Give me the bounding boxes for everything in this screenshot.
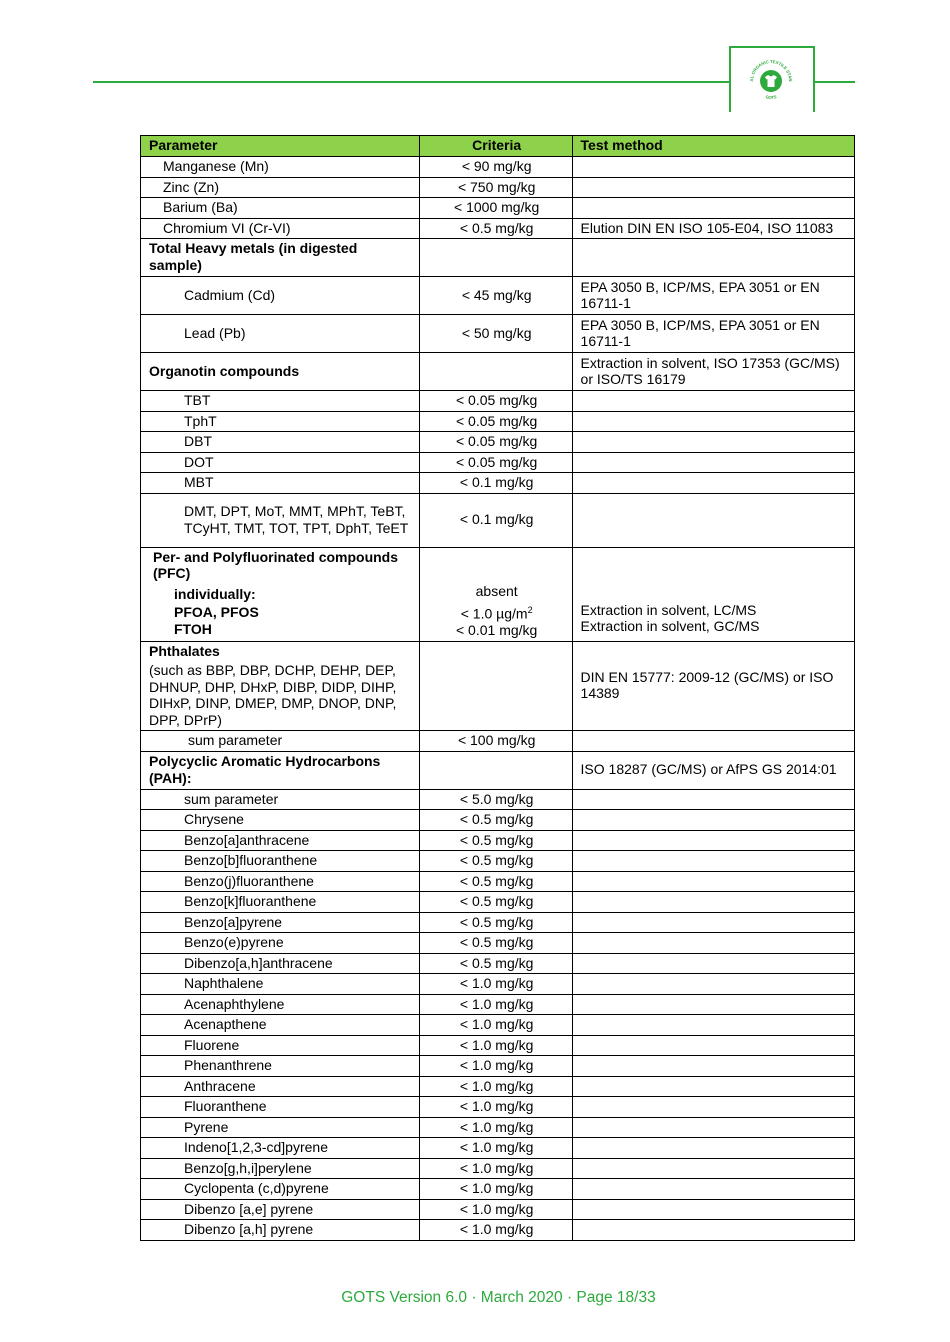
parameter-cell: sum parameter	[141, 789, 420, 810]
parameter-cell: Anthracene	[141, 1076, 420, 1097]
parameter-cell: TphT	[141, 411, 420, 432]
method-cell	[572, 1138, 854, 1159]
criteria-cell: < 0.5 mg/kg	[419, 912, 572, 933]
pfc-method-ftoh: Extraction in solvent, GC/MS	[580, 618, 760, 634]
parameter-cell: MBT	[141, 473, 420, 494]
section-row-pfc	[141, 547, 855, 641]
table-row	[141, 157, 855, 178]
table-row	[141, 218, 855, 239]
method-cell	[572, 1179, 854, 1200]
method-cell	[572, 892, 854, 913]
criteria-cell: < 1.0 mg/kg	[419, 1076, 572, 1097]
method-cell: ISO 18287 (GC/MS) or AfPS GS 2014:01	[572, 751, 854, 789]
method-cell	[572, 912, 854, 933]
method-cell	[572, 1220, 854, 1241]
table-row	[141, 851, 855, 872]
pah-rows	[141, 789, 855, 1240]
parameter-cell: Acenapthene	[141, 1015, 420, 1036]
section-label: Phthalates	[149, 642, 220, 659]
section-row-organotin	[141, 353, 855, 391]
pfc-criteria-cell	[419, 547, 572, 641]
parameter-cell: Dibenzo[a,h]anthracene	[141, 953, 420, 974]
section-row-heavy-metals	[141, 239, 855, 277]
table-row	[141, 1056, 855, 1077]
parameter-cell: Benzo[b]fluoranthene	[141, 851, 420, 872]
table-row	[141, 177, 855, 198]
criteria-cell: < 90 mg/kg	[419, 157, 572, 178]
criteria-cell: < 0.5 mg/kg	[419, 851, 572, 872]
table-row	[141, 912, 855, 933]
table-header-row	[141, 136, 855, 157]
header-parameter: Parameter	[141, 136, 420, 157]
phthalates-parameter-cell	[141, 641, 420, 731]
parameter-cell: Cyclopenta (c,d)pyrene	[141, 1179, 420, 1200]
logo-sub-text: GOTS	[764, 94, 778, 101]
method-cell	[572, 1015, 854, 1036]
method-cell: DIN EN 15777: 2009-12 (GC/MS) or ISO 14389	[572, 641, 854, 731]
parameter-cell: Dibenzo [a,h] pyrene	[141, 1220, 420, 1241]
criteria-cell: < 1.0 mg/kg	[419, 1138, 572, 1159]
table-row	[141, 1138, 855, 1159]
criteria-cell: < 1.0 mg/kg	[419, 1015, 572, 1036]
header-rule	[93, 81, 730, 83]
criteria-cell: < 0.5 mg/kg	[419, 218, 572, 239]
parameter-cell: Pyrene	[141, 1117, 420, 1138]
pfc-criteria-pfoa: < 1.0 µg/m	[460, 605, 528, 622]
method-cell	[572, 239, 854, 277]
table-row	[141, 493, 855, 547]
pfc-pfoa-label: PFOA, PFOS	[174, 604, 259, 620]
parameter-cell: Benzo[a]anthracene	[141, 830, 420, 851]
method-cell	[572, 198, 854, 219]
criteria-cell: < 0.5 mg/kg	[419, 810, 572, 831]
table-row	[141, 1076, 855, 1097]
criteria-cell: < 0.05 mg/kg	[419, 432, 572, 453]
criteria-cell: < 1.0 mg/kg	[419, 1220, 572, 1241]
table-row	[141, 277, 855, 315]
parameter-cell: Zinc (Zn)	[141, 177, 420, 198]
criteria-cell: < 0.05 mg/kg	[419, 391, 572, 412]
method-cell	[572, 1158, 854, 1179]
method-cell	[572, 994, 854, 1015]
criteria-cell: < 100 mg/kg	[419, 731, 572, 752]
parameter-cell: Naphthalene	[141, 974, 420, 995]
method-cell	[572, 157, 854, 178]
method-cell	[572, 1076, 854, 1097]
table-row	[141, 1117, 855, 1138]
criteria-cell: < 0.1 mg/kg	[419, 473, 572, 494]
method-cell	[572, 177, 854, 198]
criteria-cell: < 1.0 mg/kg	[419, 1056, 572, 1077]
criteria-cell: < 1.0 mg/kg	[419, 1117, 572, 1138]
section-row-phthalates	[141, 641, 855, 731]
parameter-cell: Dibenzo [a,e] pyrene	[141, 1199, 420, 1220]
method-cell	[572, 933, 854, 954]
criteria-cell: < 1.0 mg/kg	[419, 994, 572, 1015]
table-row	[141, 1199, 855, 1220]
table-row	[141, 994, 855, 1015]
method-cell	[572, 1056, 854, 1077]
parameter-cell: DBT	[141, 432, 420, 453]
method-cell	[572, 871, 854, 892]
pfc-criteria-ftoh: < 0.01 mg/kg	[455, 622, 538, 638]
parameter-cell: Indeno[1,2,3-cd]pyrene	[141, 1138, 420, 1159]
page-footer: GOTS Version 6.0 · March 2020 · Page 18/33	[341, 1289, 656, 1306]
criteria-cell: < 1.0 mg/kg	[419, 1035, 572, 1056]
method-cell	[572, 432, 854, 453]
logo-ring-text: AL ORGANIC TEXTILE STAN	[748, 58, 794, 82]
method-cell	[572, 830, 854, 851]
parameter-cell: Barium (Ba)	[141, 198, 420, 219]
parameter-cell: Acenaphthylene	[141, 994, 420, 1015]
parameter-cell: Fluoranthene	[141, 1097, 420, 1118]
criteria-cell: < 1000 mg/kg	[419, 198, 572, 219]
parameter-cell: Benzo[k]fluoranthene	[141, 892, 420, 913]
table-row	[141, 452, 855, 473]
criteria-cell: < 5.0 mg/kg	[419, 789, 572, 810]
method-cell	[572, 1199, 854, 1220]
criteria-cell: < 750 mg/kg	[419, 177, 572, 198]
table-row	[141, 1015, 855, 1036]
table-row	[141, 830, 855, 851]
criteria-cell	[419, 239, 572, 277]
parameter-cell: Chrysene	[141, 810, 420, 831]
table-row	[141, 1179, 855, 1200]
criteria-cell: < 1.0 mg/kg	[419, 1199, 572, 1220]
pfc-method-cell	[572, 547, 854, 641]
parameter-cell: Benzo[g,h,i]perylene	[141, 1158, 420, 1179]
header-test-method: Test method	[572, 136, 854, 157]
parameter-cell: Fluorene	[141, 1035, 420, 1056]
criteria-cell: < 1.0 mg/kg	[419, 974, 572, 995]
criteria-cell	[419, 751, 572, 789]
parameter-cell: Benzo[a]pyrene	[141, 912, 420, 933]
section-label: Total Heavy metals (in digested sample)	[141, 239, 420, 277]
header-rule-right	[811, 81, 855, 83]
method-cell	[572, 810, 854, 831]
criteria-cell: < 1.0 mg/kg	[419, 1097, 572, 1118]
criteria-cell: < 0.5 mg/kg	[419, 830, 572, 851]
section-label: Per- and Polyfluorinated compounds (PFC)	[153, 548, 399, 581]
method-cell	[572, 851, 854, 872]
table-row	[141, 391, 855, 412]
criteria-cell: < 50 mg/kg	[419, 315, 572, 353]
table-row	[141, 473, 855, 494]
criteria-table	[140, 135, 855, 1241]
method-cell: Elution DIN EN ISO 105-E04, ISO 11083	[572, 218, 854, 239]
table-row	[141, 198, 855, 219]
method-cell	[572, 452, 854, 473]
pfc-criteria-individually: absent	[475, 583, 518, 600]
method-cell	[572, 1097, 854, 1118]
method-cell: EPA 3050 B, ICP/MS, EPA 3051 or EN 16711-1	[572, 315, 854, 353]
section-row-pah	[141, 751, 855, 789]
table-row	[141, 1035, 855, 1056]
criteria-cell: < 0.05 mg/kg	[419, 452, 572, 473]
section-label: Organotin compounds	[141, 353, 420, 391]
table-row	[141, 411, 855, 432]
parameter-cell: sum parameter	[141, 731, 420, 752]
method-cell	[572, 411, 854, 432]
criteria-cell: < 1.0 mg/kg	[419, 1179, 572, 1200]
method-cell	[572, 493, 854, 547]
method-cell: Extraction in solvent, ISO 17353 (GC/MS) or ISO/TS 16179	[572, 353, 854, 391]
method-cell	[572, 1035, 854, 1056]
section-label: Polycyclic Aromatic Hydrocarbons (PAH):	[141, 751, 420, 789]
gots-logo	[729, 46, 815, 112]
method-cell	[572, 953, 854, 974]
criteria-cell: < 0.5 mg/kg	[419, 953, 572, 974]
method-cell	[572, 731, 854, 752]
table-row	[141, 315, 855, 353]
criteria-cell: < 0.1 mg/kg	[419, 493, 572, 547]
method-cell: EPA 3050 B, ICP/MS, EPA 3051 or EN 16711-1	[572, 277, 854, 315]
gots-logo-icon	[745, 55, 797, 107]
parameter-cell: Benzo(j)fluoranthene	[141, 871, 420, 892]
phthalates-description: (such as BBP, DBP, DCHP, DEHP, DEP, DHNUP, DHP, DHxP, DIBP, DIDP, DIHP, DIHxP, DINP, DMEP, DMP, DNOP, DNP, DPP, DPrP)	[149, 662, 397, 728]
table-row	[141, 1097, 855, 1118]
pfc-individually-label: individually:	[174, 585, 256, 602]
method-cell	[572, 974, 854, 995]
criteria-cell: < 45 mg/kg	[419, 277, 572, 315]
parameter-cell: DMT, DPT, MoT, MMT, MPhT, TeBT, TCyHT, TMT, TOT, TPT, DphT, TeET	[141, 493, 420, 547]
method-cell	[572, 1117, 854, 1138]
criteria-cell	[419, 353, 572, 391]
method-cell	[572, 789, 854, 810]
table-row	[141, 731, 855, 752]
parameter-cell: Manganese (Mn)	[141, 157, 420, 178]
parameter-cell: TBT	[141, 391, 420, 412]
table-row	[141, 871, 855, 892]
svg-text:GOTS	[765, 94, 777, 100]
pfc-criteria-pfoa-sup: 2	[527, 604, 533, 615]
criteria-cell: < 0.5 mg/kg	[419, 871, 572, 892]
table-row	[141, 789, 855, 810]
table-row	[141, 892, 855, 913]
parameter-cell: Phenanthrene	[141, 1056, 420, 1077]
parameter-cell: Lead (Pb)	[141, 315, 420, 353]
table-row	[141, 432, 855, 453]
criteria-cell	[419, 641, 572, 731]
pfc-parameter-cell	[141, 547, 420, 641]
pfc-ftoh-label: FTOH	[174, 620, 212, 637]
parameter-cell: DOT	[141, 452, 420, 473]
table-row	[141, 1220, 855, 1241]
pfc-method-pfoa: Extraction in solvent, LC/MS	[580, 601, 757, 618]
header-criteria: Criteria	[419, 136, 572, 157]
criteria-cell: < 0.5 mg/kg	[419, 892, 572, 913]
table-row	[141, 1158, 855, 1179]
criteria-cell: < 0.05 mg/kg	[419, 411, 572, 432]
criteria-cell: < 1.0 mg/kg	[419, 1158, 572, 1179]
table-row	[141, 810, 855, 831]
parameter-cell: Benzo(e)pyrene	[141, 933, 420, 954]
parameter-cell: Cadmium (Cd)	[141, 277, 420, 315]
method-cell	[572, 473, 854, 494]
table-row	[141, 953, 855, 974]
criteria-cell: < 0.5 mg/kg	[419, 933, 572, 954]
method-cell	[572, 391, 854, 412]
table-row	[141, 933, 855, 954]
parameter-cell: Chromium VI (Cr-VI)	[141, 218, 420, 239]
table-row	[141, 974, 855, 995]
